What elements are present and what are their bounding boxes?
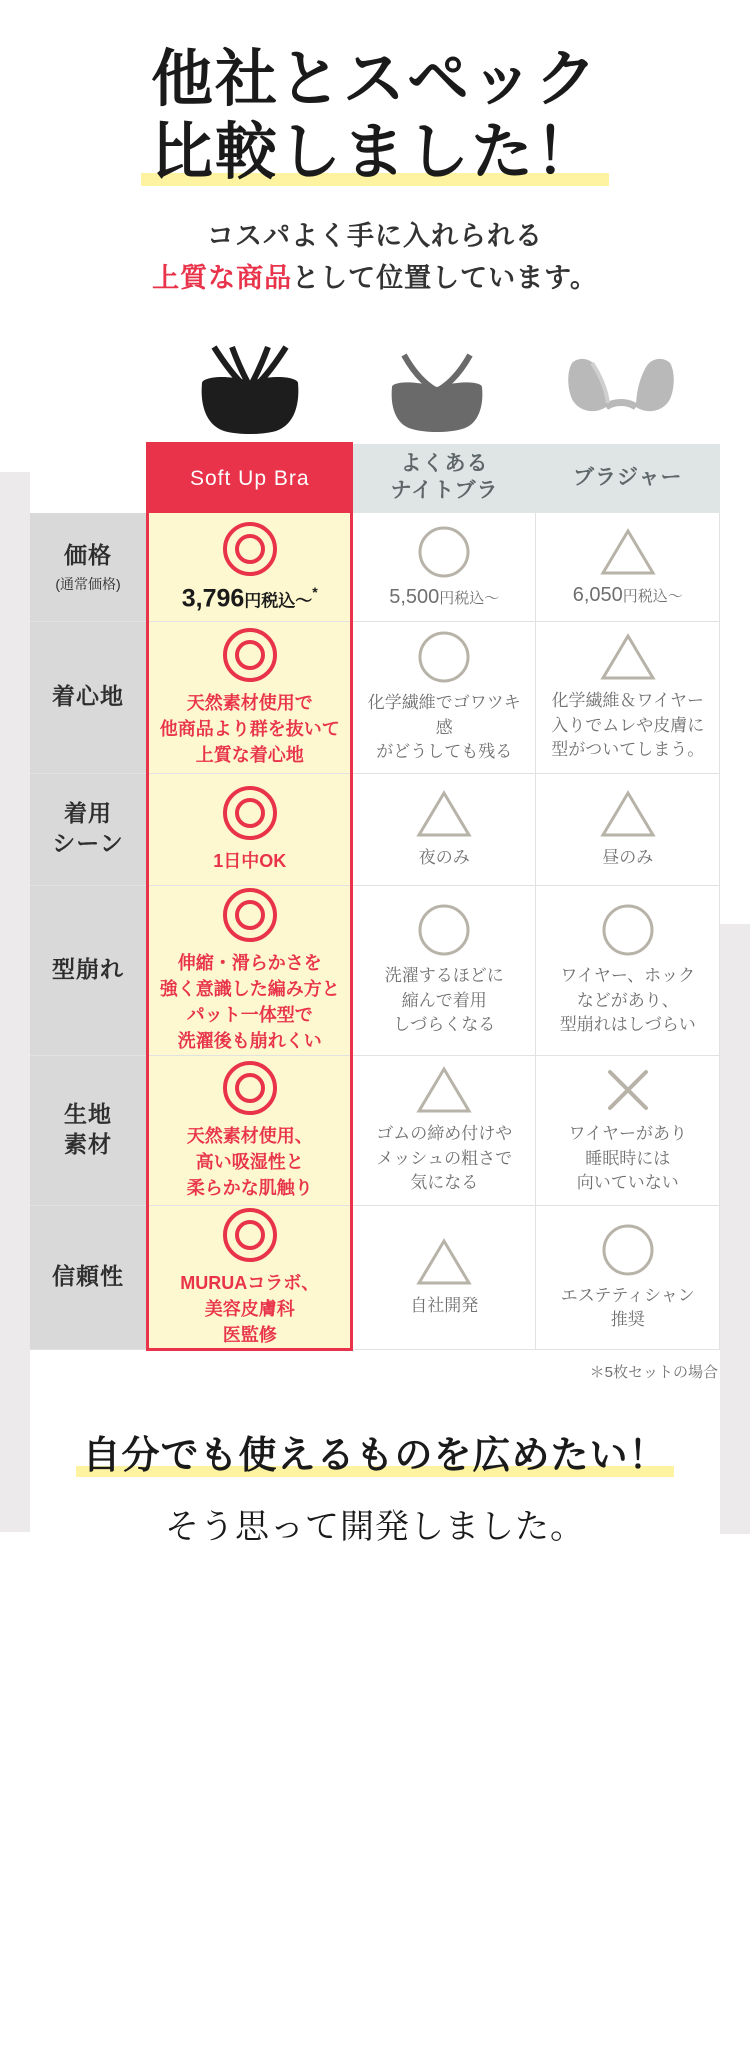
- mark-triangle: [415, 788, 473, 840]
- cell-price-main: 3,796円税込〜*: [181, 584, 318, 613]
- cell-main-product: [148, 1205, 352, 1349]
- cell-text: 昼のみ: [602, 847, 654, 867]
- product-image-other-1: [352, 324, 536, 444]
- cell-text: 天然素材使用で 他商品より群を抜いて 上質な着心地: [159, 692, 340, 766]
- cell-text: ワイヤーがあり 睡眠時には 向いていない: [568, 1124, 687, 1193]
- table-row: [30, 1205, 720, 1349]
- cell-other1: [352, 621, 536, 773]
- sports-bra-icon: [184, 339, 316, 437]
- header-other-1-line-1: よくある: [400, 452, 489, 476]
- mark-triangle: [415, 1064, 473, 1116]
- subheading-line-1: コスパよく手に入れられる: [207, 221, 543, 252]
- mark-triangle: [599, 788, 657, 840]
- cell-price: 5,500円税込〜: [389, 586, 500, 609]
- subheading-accent: 上質な商品: [152, 263, 293, 294]
- subheading-block: [0, 216, 750, 300]
- cell-other2: [536, 621, 720, 773]
- table-row: [30, 885, 720, 1055]
- footer-sub-text: そう思って開発しました。: [165, 1508, 585, 1546]
- mark-circle: [416, 524, 472, 580]
- cell-text: 1日中OK: [213, 850, 287, 871]
- mark-circle: [416, 902, 472, 958]
- header-other-1: [352, 444, 536, 514]
- cell-main-product: [148, 621, 352, 773]
- cell-other2: [536, 1055, 720, 1205]
- footer-message: [0, 1424, 750, 1548]
- cell-main-product: [148, 885, 352, 1055]
- cell-other2: [536, 513, 720, 621]
- column-header-row: [30, 444, 720, 514]
- cell-other1: [352, 1055, 536, 1205]
- mark-double-circle: [221, 626, 279, 684]
- mark-triangle: [415, 1236, 473, 1288]
- cell-main-product: [148, 773, 352, 885]
- row-label: 生地 素材: [30, 1055, 148, 1205]
- subheading-line-2: [0, 258, 750, 300]
- cell-other1: [352, 513, 536, 621]
- product-image-row: [30, 324, 720, 444]
- table-footnote: ＊5枚セットの場合: [589, 1363, 718, 1381]
- table-row: [30, 1055, 720, 1205]
- row-label: 価格 (通常価格): [30, 513, 148, 621]
- mark-triangle: [599, 526, 657, 578]
- mark-cross: [602, 1064, 654, 1116]
- product-image-main: [148, 324, 352, 444]
- mark-double-circle: [221, 784, 279, 842]
- headline-line-1: 他社とスペック: [150, 46, 599, 114]
- header-label-blank: [30, 444, 148, 514]
- cell-other1: [352, 1205, 536, 1349]
- mark-circle: [600, 902, 656, 958]
- left-decoration-bar: [0, 472, 30, 1532]
- cell-text: エステティシャン 推奨: [560, 1285, 695, 1330]
- footer-main-text: 自分でも使えるものを広めたい！: [78, 1424, 671, 1479]
- product-image-other-2: [536, 324, 720, 444]
- cell-other1: [352, 885, 536, 1055]
- cell-text: 伸縮・滑らかさを 強く意識した編み方と パット一体型で 洗濯後も崩れくい: [159, 952, 340, 1052]
- image-row-label-blank: [30, 324, 148, 444]
- cell-other2: [536, 773, 720, 885]
- cell-price: 6,050円税込〜: [572, 584, 683, 607]
- cell-text: 夜のみ: [418, 847, 470, 867]
- subheading-tail: として位置しています。: [292, 263, 598, 294]
- headline-block: [0, 0, 750, 190]
- cell-text: 化学繊維でゴワツキ感 がどうしても残る: [367, 693, 521, 762]
- row-label: 着心地: [30, 621, 148, 773]
- cell-other2: [536, 885, 720, 1055]
- cell-other2: [536, 1205, 720, 1349]
- header-main-product: Soft Up Bra: [148, 444, 352, 514]
- row-label: 着用 シーン: [30, 773, 148, 885]
- cell-text: MURUAコラボ、 美容皮膚科 医監修: [180, 1272, 320, 1345]
- comparison-table: [30, 324, 721, 1351]
- cell-text: ゴムの締め付けや メッシュの粗さで 気になる: [376, 1124, 513, 1193]
- headline-line-2: 比較しました！: [145, 117, 605, 190]
- cell-text: 天然素材使用、 高い吸湿性と 柔らかな肌触り: [186, 1125, 313, 1199]
- mark-circle: [416, 629, 472, 685]
- comparison-table-area: [0, 324, 750, 1382]
- header-other-2: ブラジャー: [536, 444, 720, 514]
- row-label: 信頼性: [30, 1205, 148, 1349]
- table-row: [30, 513, 720, 621]
- cell-main-product: [148, 513, 352, 621]
- mark-double-circle: [221, 886, 279, 944]
- cell-main-product: [148, 1055, 352, 1205]
- header-other-1-line-2: ナイトブラ: [390, 479, 499, 503]
- cell-text: 洗濯するほどに 縮んで着用 しづらくなる: [384, 966, 504, 1035]
- table-row: [30, 621, 720, 773]
- mark-circle: [600, 1222, 656, 1278]
- night-bra-icon: [378, 341, 510, 439]
- table-row: [30, 773, 720, 885]
- mark-double-circle: [221, 520, 279, 578]
- cell-text: 自社開発: [410, 1295, 479, 1315]
- cell-text: 化学繊維＆ワイヤー 入りでムレや皮膚に 型がついてしまう。: [551, 691, 705, 760]
- cell-other1: [352, 773, 536, 885]
- cell-text: ワイヤー、ホック などがあり、 型崩れはしづらい: [559, 966, 696, 1035]
- mark-double-circle: [221, 1206, 279, 1264]
- row-label: 型崩れ: [30, 885, 148, 1055]
- mark-double-circle: [221, 1059, 279, 1117]
- regular-bra-icon: [562, 341, 694, 439]
- mark-triangle: [599, 631, 657, 683]
